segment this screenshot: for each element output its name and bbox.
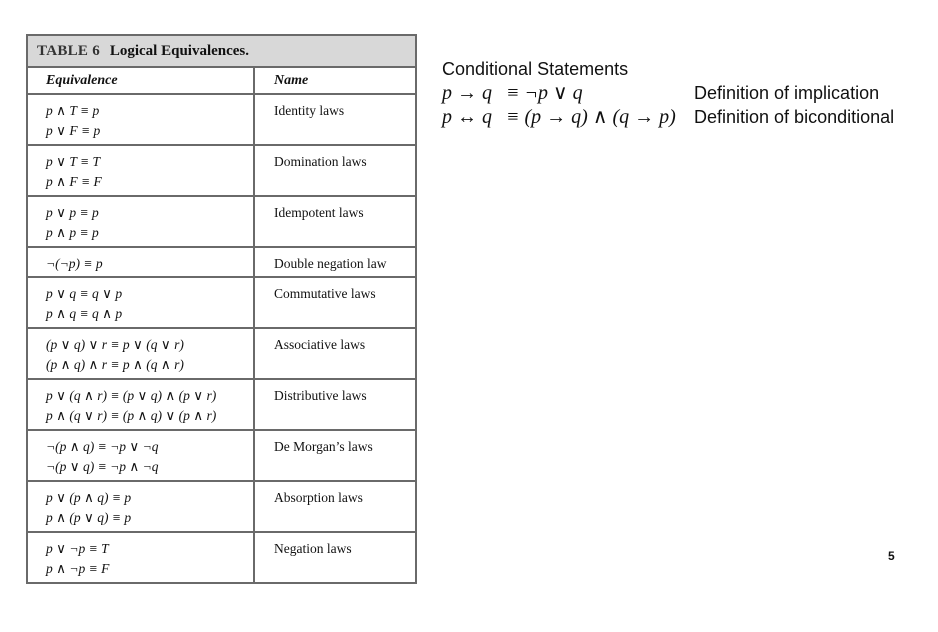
equivalence-cell — [28, 197, 255, 246]
equivalence-formula: ¬(p ∧ q) ≡ ¬p ∨ ¬q — [46, 439, 159, 454]
equivalence-cell — [28, 380, 255, 429]
equivalence-formula: p ∧ ¬p ≡ F — [46, 561, 110, 576]
equivalence-formula: p ∨ ¬p ≡ T — [46, 541, 109, 556]
law-name-cell: Idempotent laws — [274, 205, 364, 220]
equivalence-formula: p ∧ (p ∨ q) ≡ p — [46, 510, 132, 525]
table-row — [28, 95, 415, 146]
law-name-cell: Identity laws — [274, 103, 345, 118]
equivalence-formula: (p ∨ q) ∨ r ≡ p ∨ (q ∨ r) — [46, 337, 184, 352]
table-row — [28, 197, 415, 248]
page-number: 5 — [888, 549, 895, 563]
table-title: Logical Equivalences. — [109, 43, 250, 59]
law-name-cell: Associative laws — [274, 337, 366, 352]
table-caption — [28, 36, 415, 68]
conditional-row — [442, 81, 880, 105]
equivalence-formula: p ∨ (q ∧ r) ≡ (p ∨ q) ∧ (p ∨ r) — [46, 388, 217, 403]
law-name-cell: Distributive laws — [274, 388, 367, 403]
conditional-lhs: p → q — [442, 82, 492, 104]
table-row — [28, 329, 415, 380]
biconditional-definition: Definition of biconditional — [694, 107, 895, 127]
column-header-equivalence: Equivalence — [28, 68, 255, 93]
biconditional-lhs: p ↔ q — [442, 106, 492, 128]
equivalence-formula: p ∨ F ≡ p — [46, 123, 101, 138]
equivalence-cell — [28, 248, 255, 276]
equivalence-formula: p ∨ (p ∧ q) ≡ p — [46, 490, 132, 505]
equivalence-formula: p ∨ q ≡ q ∨ p — [46, 286, 123, 301]
equivalence-cell — [28, 431, 255, 480]
table-row — [28, 248, 415, 278]
equivalence-formula: p ∧ T ≡ p — [46, 103, 100, 118]
conditional-title: Conditional Statements — [442, 59, 629, 79]
equivalence-formula: p ∨ p ≡ p — [46, 205, 99, 220]
equivalence-cell — [28, 533, 255, 582]
law-name-cell: Domination laws — [274, 154, 367, 169]
equivalence-formula: p ∨ T ≡ T — [46, 154, 101, 169]
equivalence-formula: ¬(p ∨ q) ≡ ¬p ∧ ¬q — [46, 459, 159, 474]
column-header-name: Name — [274, 73, 309, 88]
table-row — [28, 482, 415, 533]
equivalence-formula: p ∧ F ≡ F — [46, 174, 102, 189]
table-row — [28, 146, 415, 197]
table-number: TABLE 6 — [37, 43, 101, 59]
table-row — [28, 431, 415, 482]
equivalence-cell — [28, 146, 255, 195]
conditional-definition: Definition of implication — [694, 83, 880, 103]
equivalence-formula: p ∧ (q ∨ r) ≡ (p ∧ q) ∨ (p ∧ r) — [46, 408, 217, 423]
equivalence-formula: p ∧ p ≡ p — [46, 225, 99, 240]
table-row — [28, 278, 415, 329]
biconditional-rhs: ≡ (p → q) ∧ (q → p) — [506, 106, 676, 128]
table-row — [28, 533, 415, 584]
equivalence-cell — [28, 278, 255, 327]
law-name-cell: De Morgan’s laws — [274, 439, 373, 454]
equivalence-formula: ¬(¬p) ≡ p — [46, 256, 103, 271]
table-column-headers — [28, 68, 415, 95]
equivalence-cell — [28, 329, 255, 378]
equivalence-formula: p ∧ q ≡ q ∧ p — [46, 306, 123, 321]
biconditional-row — [442, 105, 895, 129]
law-name-cell: Commutative laws — [274, 286, 376, 301]
equivalence-cell — [28, 95, 255, 144]
conditional-rhs: ≡ ¬p ∨ q — [506, 82, 583, 104]
law-name-cell: Absorption laws — [274, 490, 363, 505]
equivalence-formula: (p ∧ q) ∧ r ≡ p ∧ (q ∧ r) — [46, 357, 184, 372]
equivalence-cell — [28, 482, 255, 531]
table-body — [28, 95, 415, 584]
conditional-statements-panel — [442, 57, 895, 129]
logical-equivalences-table — [26, 34, 417, 584]
law-name-cell: Negation laws — [274, 541, 352, 556]
table-row — [28, 380, 415, 431]
law-name-cell: Double negation law — [274, 256, 387, 271]
